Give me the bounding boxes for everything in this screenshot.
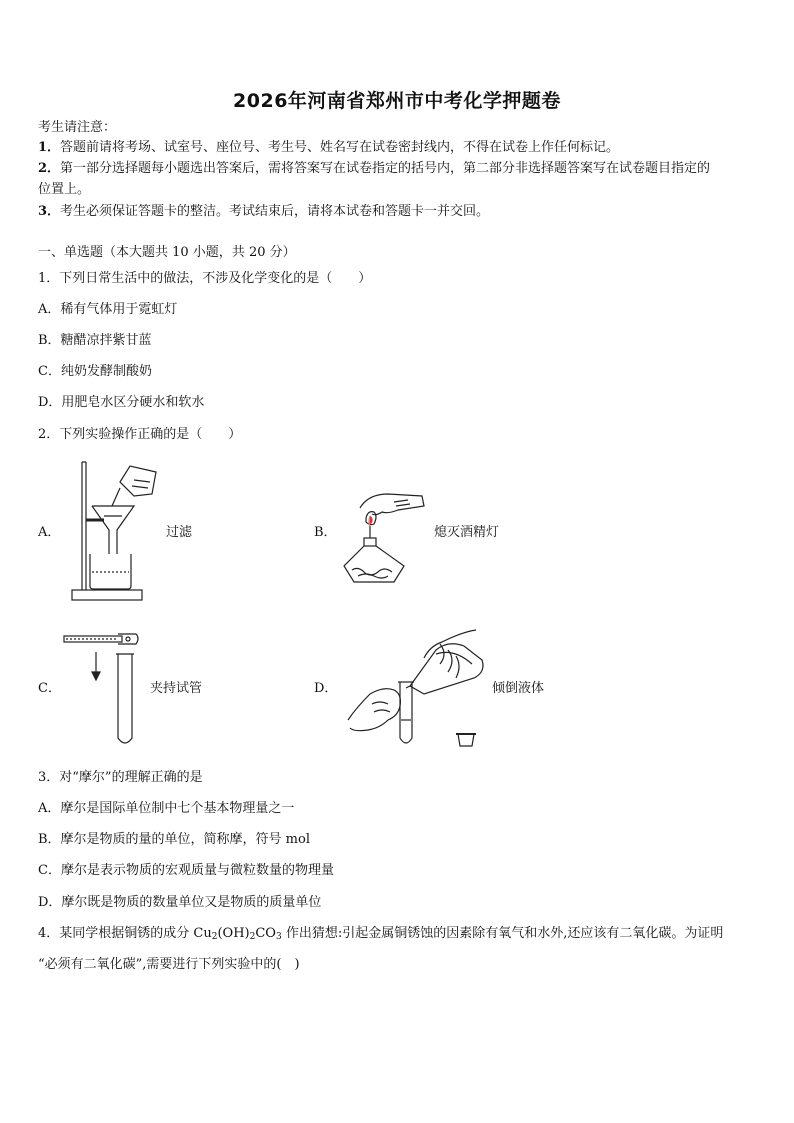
pouring-liquid-figure [344,628,490,752]
formula-subscript: 2 [249,932,256,942]
test-tube-holder-figure [62,632,152,748]
question-1-option-d: D．用肥皂水区分硬水和软水 [38,395,205,410]
notice-item-2-continued: 位置上。 [38,182,91,197]
section-heading: 一、单选题（本大题共 10 小题，共 20 分） [38,245,296,260]
notice-item-3 [38,203,489,221]
question-3-option-a: A．摩尔是国际单位制中七个基本物理量之一 [38,801,295,816]
notice-heading: 考生请注意： [38,120,117,135]
question-3-option-d: D．摩尔既是物质的数量单位又是物质的质量单位 [38,895,322,910]
question-4-stem-start: 4．某同学根据铜锈的成分 Cu [38,926,212,941]
notice-item-number: 1． [38,140,61,155]
question-3-stem: 3．对“摩尔”的理解正确的是 [38,770,203,785]
alcohol-lamp-figure [338,486,438,586]
formula-hydroxide: (OH) [217,926,250,941]
question-1-option-c: C．纯奶发酵制酸奶 [38,364,152,379]
notice-item-text: 答题前请将考场、试室号、座位号、考生号、姓名写在试卷密封线内，不得在试卷上作任何标记。 [60,140,620,155]
question-2-option-a-label: 过滤 [166,525,193,540]
question-2-option-d-label: 倾倒液体 [492,681,545,696]
question-2-option-b-letter: B． [314,525,337,540]
formula-subscript: 2 [211,932,218,942]
question-4-stem [38,925,723,943]
question-4-stem-end: 作出猜想:引起金属铜锈蚀的因素除有氧气和水外,还应该有二氧化碳。为证明 [281,926,724,941]
question-2-option-b-label: 熄灭酒精灯 [434,525,500,540]
question-2-option-d-letter: D． [314,681,338,696]
notice-item-text: 考生必须保证答题卡的整洁。考试结束后，请将本试卷和答题卡一并交回。 [60,204,490,219]
question-1-stem: 1．下列日常生活中的做法，不涉及化学变化的是（ ） [38,271,372,286]
question-2-option-c-label: 夹持试管 [150,681,203,696]
notice-item-2 [38,160,710,178]
notice-item-1 [38,139,619,157]
question-2-option-a-letter: A． [38,525,61,540]
page-title: 2026年河南省郑州市中考化学押题卷 [233,90,561,112]
formula-subscript: 3 [275,932,282,942]
question-2-stem: 2．下列实验操作正确的是（ ） [38,427,242,442]
question-1-option-a: A．稀有气体用于霓虹灯 [38,302,178,317]
question-3-option-b: B．摩尔是物质的量的单位，简称摩，符号 mol [38,832,310,847]
notice-item-number: 3． [38,204,61,219]
question-3-option-c: C．摩尔是表示物质的宏观质量与微粒数量的物理量 [38,863,334,878]
question-1-option-b: B．糖醋凉拌紫甘蓝 [38,333,152,348]
formula-carbonate: CO [255,926,276,941]
filtration-apparatus-figure [68,458,164,604]
question-4-stem-line2: “必须有二氧化碳”,需要进行下列实验中的( ) [38,957,300,972]
notice-item-text: 第一部分选择题每小题选出答案后，需将答案写在试卷指定的括号内，第二部分非选择题答案写在试卷题目指定的 [60,161,711,176]
notice-item-number: 2． [38,161,61,176]
question-2-option-c-letter: C． [38,681,61,696]
